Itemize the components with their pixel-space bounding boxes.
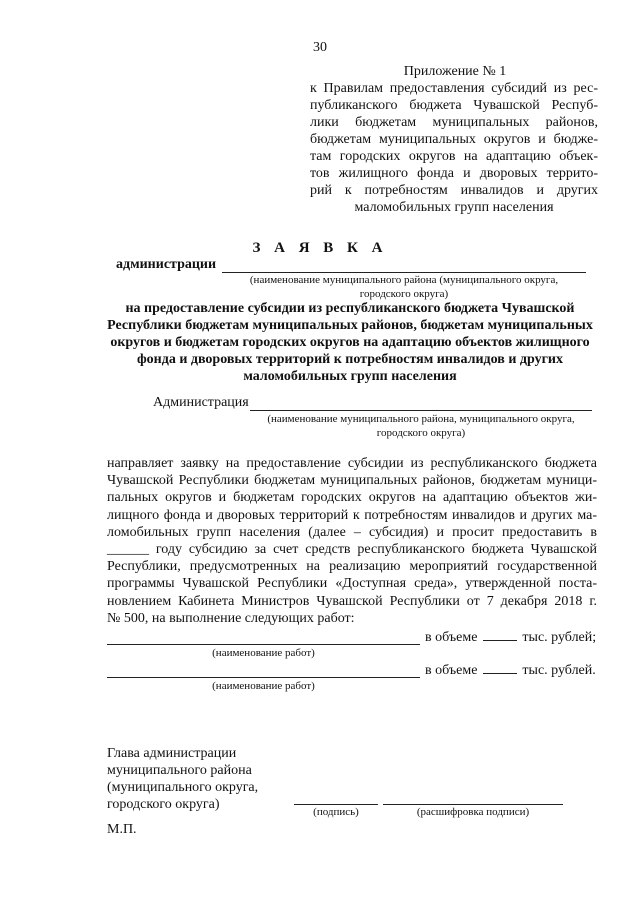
signatory-line: городского округа) [107, 797, 220, 812]
administration-name-field[interactable] [250, 410, 592, 411]
volume-amount-field[interactable] [483, 640, 517, 641]
body-line: Чувашской Республики бюджетам муниципальных районов, бюджетам муници- [107, 473, 597, 489]
signature-decode-hint: (расшифровка подписи) [416, 806, 530, 818]
appendix-line: бюджетам муниципальных округов и бюдже- [310, 132, 598, 147]
subject-line: округов и бюджетам городских округов на адаптацию объектов жилищного [110, 335, 590, 350]
administration-label: Администрация [153, 395, 249, 410]
appendix-line: к Правилам предоставления субсидий из рес- [310, 81, 598, 96]
body-line: программы Чувашской Республики «Доступная среда», утвержденной поста- [107, 576, 597, 592]
appendix-text [310, 80, 598, 216]
work-volume [425, 630, 596, 646]
appendix-line: публиканского бюджета Чувашской Респуб- [310, 98, 598, 113]
admin-field-hint [222, 273, 586, 301]
admin-label: администрации [116, 257, 217, 272]
volume-prefix: в объеме [425, 663, 478, 678]
body-line: пальных округов и бюджетам городских округов на адаптацию объектов жи- [107, 490, 597, 506]
administration-hint-line: (наименование муниципального района, муниципального округа, [267, 413, 575, 425]
form-subject [100, 300, 600, 385]
signature-field[interactable] [294, 804, 378, 805]
admin-hint-line: городского округа) [359, 288, 449, 300]
body-line: Республики, предусмотренных на реализацию мероприятий государственной [107, 559, 597, 575]
appendix-line: лики бюджетам муниципальных районов, [310, 115, 598, 130]
work-volume [425, 663, 596, 679]
page-number: 30 [313, 40, 327, 55]
work-name-field[interactable] [107, 644, 420, 645]
subject-line: на предоставление субсидии из республиканского бюджета Чувашской [125, 301, 575, 316]
work-name-field[interactable] [107, 677, 420, 678]
body-line: направляет заявку на предоставление субсидии из республиканского бюджета [107, 456, 597, 471]
work-name-hint: (наименование работ) [212, 647, 315, 659]
administration-hint-line: городского округа) [376, 427, 466, 439]
volume-prefix: в объеме [425, 630, 478, 645]
appendix-line: рий к потребностям инвалидов и других [310, 183, 598, 198]
signatory-line: Глава администрации [107, 746, 237, 761]
signatory-line: (муниципального округа, [107, 780, 259, 795]
signatory-title [107, 745, 258, 813]
stamp-place: М.П. [107, 822, 137, 837]
subject-line: фонда и дворовых территорий к потребностям инвалидов и других [136, 352, 563, 367]
volume-amount-field[interactable] [483, 673, 517, 674]
appendix-line: там городских округов на адаптацию объек- [310, 149, 598, 164]
appendix-line: маломобильных групп населения [354, 200, 554, 215]
work-name-hint: (наименование работ) [212, 680, 315, 692]
volume-suffix: тыс. рублей; [522, 630, 597, 645]
body-line: № 500, на выполнение следующих работ: [107, 610, 355, 626]
body-text [107, 455, 597, 627]
body-line: лищного фонда и дворовых территорий к потребностям инвалидов и других ма- [107, 507, 597, 523]
appendix-title: Приложение № 1 [403, 64, 507, 79]
signatory-line: муниципального района [107, 763, 252, 778]
body-line: ломобильных групп населения (далее – субсидия) и просит предоставить в [107, 524, 597, 540]
body-line: новлением Кабинета Министров Чувашской Республики от 7 декабря 2018 г. [107, 593, 597, 609]
signature-decode-field[interactable] [383, 804, 563, 805]
volume-suffix: тыс. рублей. [522, 663, 596, 678]
admin-hint-line: (наименование муниципального района (муниципального округа, [249, 274, 559, 286]
form-title: З А Я В К А [252, 240, 388, 256]
appendix-line: тов жилищного фонда и дворовых террито- [310, 166, 598, 181]
signature-hint: (подпись) [313, 806, 359, 818]
body-line: ______ году субсидию за счет средств республиканского бюджета Чувашской [107, 542, 597, 558]
subject-line: маломобильных групп населения [243, 369, 457, 384]
administration-field-hint [250, 412, 592, 440]
subject-line: Республики бюджетам муниципальных районов, бюджетам муниципальных [107, 318, 593, 333]
